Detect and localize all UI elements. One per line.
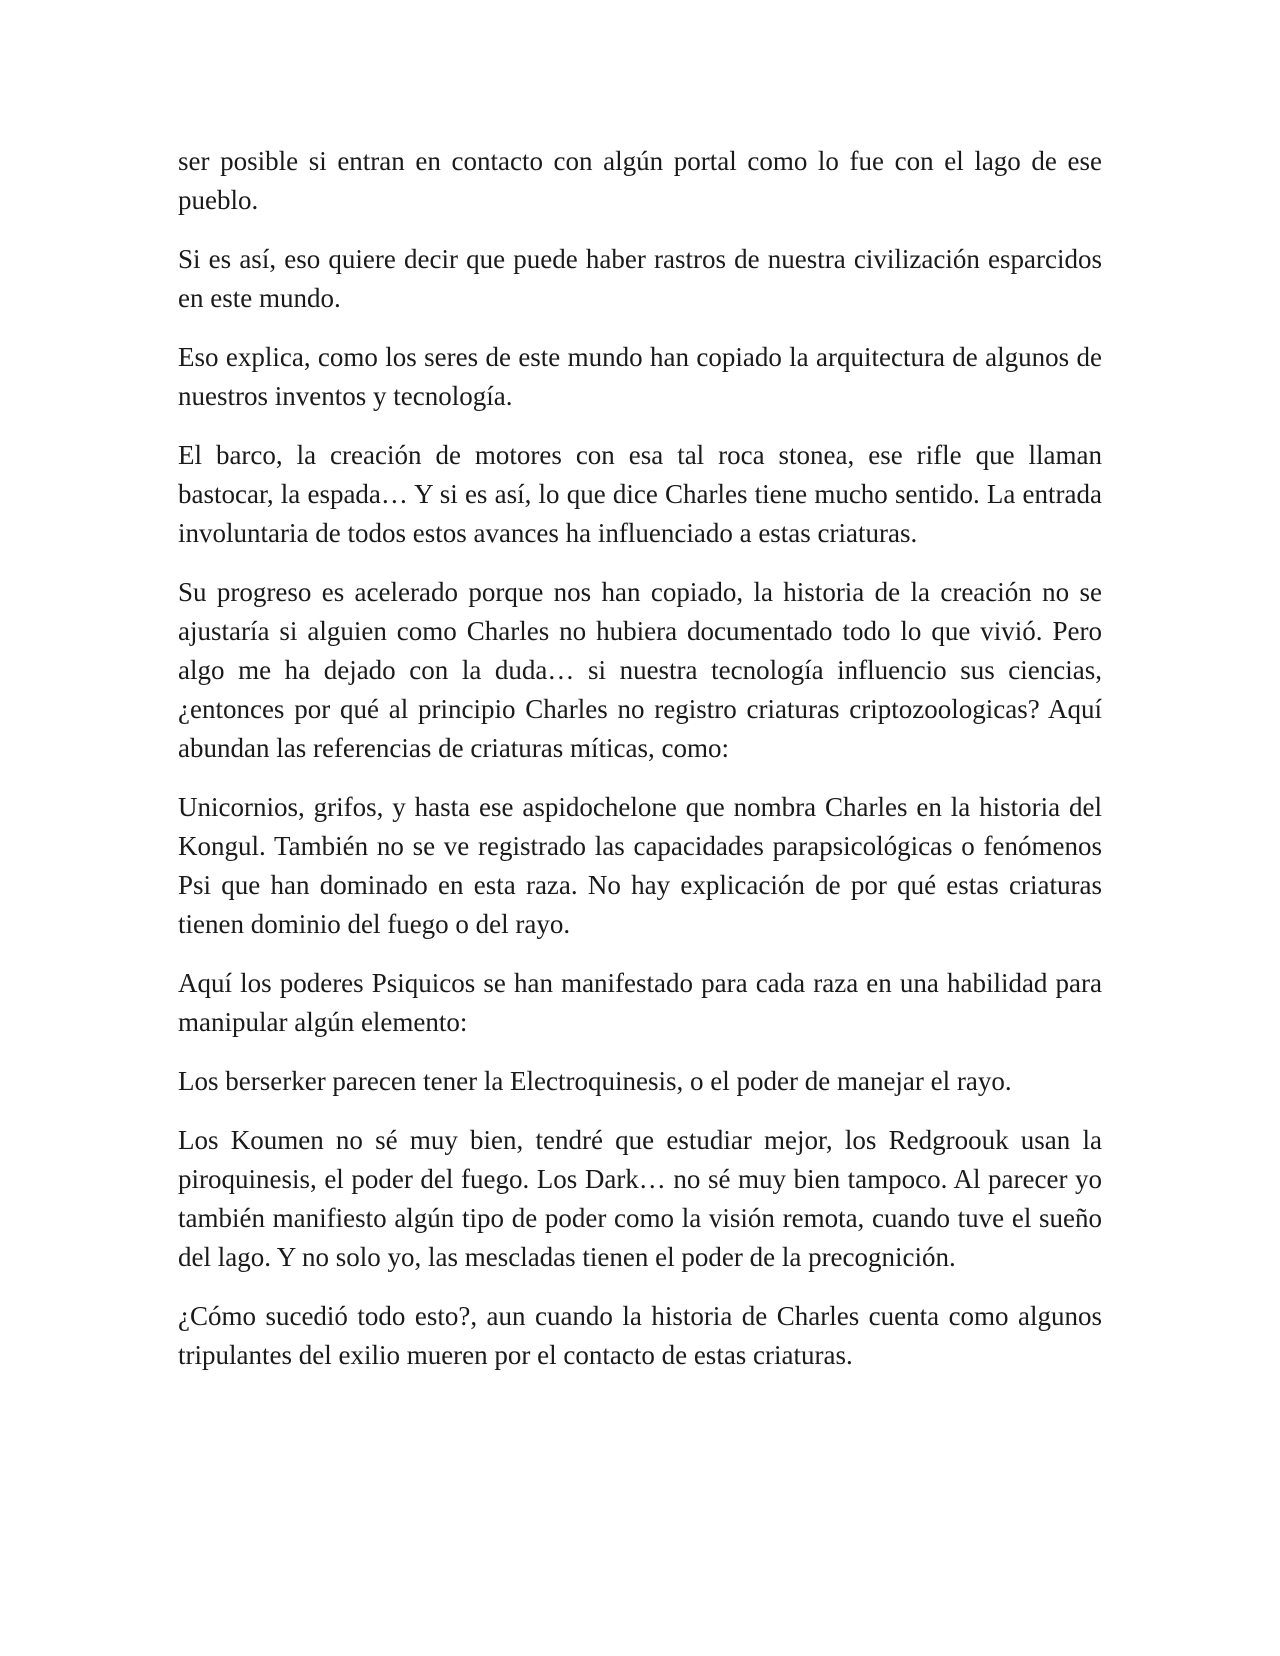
paragraph-3: Eso explica, como los seres de este mundo han copiado la arquitectura de algunos de nuestros inventos y tecnología. (178, 342, 1102, 411)
paragraph-5: Su progreso es acelerado porque nos han copiado, la historia de la creación no se ajustaría si alguien como Charles no hubiera documentado todo lo que vivió. Pero algo me ha dejado con la duda… si nuestra tecnología influencio sus ciencias, ¿entonces por qué al principio Charles no registro criaturas criptozoologicas? Aquí abundan las referencias de criaturas míticas, como: (178, 577, 1102, 763)
document-body (178, 142, 1102, 1395)
paragraph-8: Los berserker parecen tener la Electroquinesis, o el poder de manejar el rayo. (178, 1066, 1012, 1096)
paragraph-1: ser posible si entran en contacto con algún portal como lo fue con el lago de ese pueblo. (178, 146, 1102, 215)
paragraph-4: El barco, la creación de motores con esa tal roca stonea, ese rifle que llaman bastocar, la espada… Y si es así, lo que dice Charles tiene mucho sentido. La entrada involuntaria de todos estos avances ha influenciado a estas criaturas. (178, 440, 1102, 548)
paragraph-9: Los Koumen no sé muy bien, tendré que estudiar mejor, los Redgroouk usan la piroquinesis, el poder del fuego. Los Dark… no sé muy bien tampoco. Al parecer yo también manifiesto algún tipo de poder como la visión remota, cuando tuve el sueño del lago. Y no solo yo, las mescladas tienen el poder de la precognición. (178, 1125, 1102, 1272)
paragraph-7: Aquí los poderes Psiquicos se han manifestado para cada raza en una habilidad para manipular algún elemento: (178, 968, 1102, 1037)
paragraph-10: ¿Cómo sucedió todo esto?, aun cuando la historia de Charles cuenta como algunos tripulantes del exilio mueren por el contacto de estas criaturas. (178, 1301, 1102, 1370)
paragraph-2: Si es así, eso quiere decir que puede haber rastros de nuestra civilización esparcidos en este mundo. (178, 244, 1102, 313)
paragraph-6: Unicornios, grifos, y hasta ese aspidochelone que nombra Charles en la historia del Kongul. También no se ve registrado las capacidades parapsicológicas o fenómenos Psi que han dominado en esta raza. No hay explicación de por qué estas criaturas tienen dominio del fuego o del rayo. (178, 792, 1102, 939)
